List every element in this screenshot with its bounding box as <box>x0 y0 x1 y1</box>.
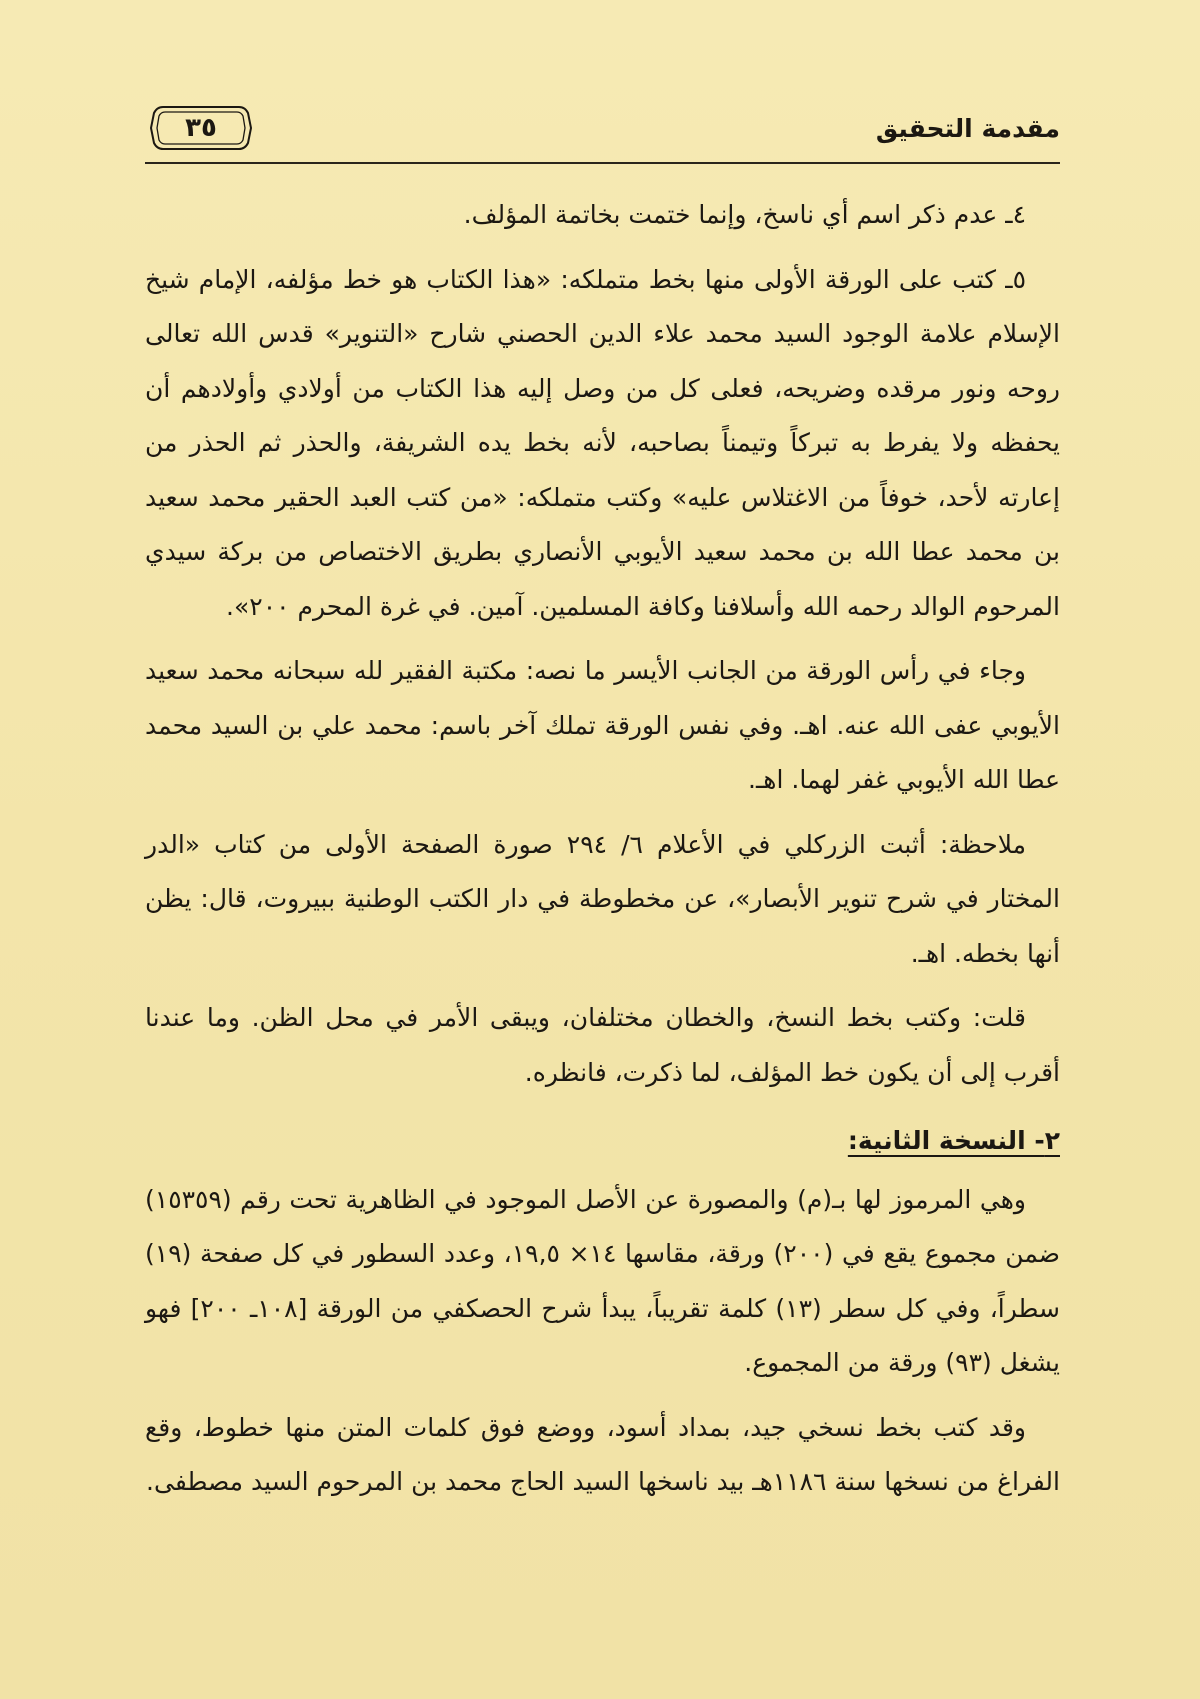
paragraph: قلت: وكتب بخط النسخ، والخطان مختلفان، ويبقى الأمر في محل الظن. وما عندنا أقرب إلى أن يكون خط المؤلف، لما ذكرت، فانظره. <box>145 1003 1060 1087</box>
page-header <box>145 100 1060 170</box>
paragraph: وقد كتب بخط نسخي جيد، بمداد أسود، ووضع فوق كلمات المتن منها خطوط، وقع الفراغ من نسخها سنة ١١٨٦هـ بيد ناسخها السيد الحاج محمد بن المرحوم السيد مصطفى. <box>145 1412 1060 1496</box>
paragraph: ٤ـ عدم ذكر اسم أي ناسخ، وإنما ختمت بخاتمة المؤلف. <box>463 200 1026 229</box>
section-heading-text: ٢- النسخة الثانية: <box>847 1126 1060 1155</box>
paragraph: ملاحظة: أثبت الزركلي في الأعلام ٦/ ٢٩٤ صورة الصفحة الأولى من كتاب «الدر المختار في شرح تنوير الأبصار»، عن مخطوطة في دار الكتب الوطنية ببيروت، قال: يظن أنها بخطه. اهـ. <box>145 829 1060 968</box>
section-heading <box>145 1114 1060 1169</box>
paragraph: وهي المرموز لها بـ(م) والمصورة عن الأصل الموجود في الظاهرية تحت رقم (١٥٣٥٩) ضمن مجموع يقع في (٢٠٠) ورقة، مقاسها ١٤× ١٩,٥، وعدد السطور في كل صفحة (١٩) سطراً، وفي كل سطر (١٣) كلمة تقريباً، يبدأ شرح الحصكفي من الورقة [١٠٨ـ ٢٠٠] فهو يشغل (٩٣) ورقة من المجموع. <box>145 1184 1061 1377</box>
header-divider <box>145 162 1060 164</box>
paragraph: وجاء في رأس الورقة من الجانب الأيسر ما نصه: مكتبة الفقير لله سبحانه محمد سعيد الأيوبي عفى الله عنه. اهـ. وفي نفس الورقة تملك آخر باسم: محمد علي بن السيد محمد عطا الله الأيوبي غفر لهما. اهـ. <box>145 656 1060 794</box>
page-number: ٣٥ <box>185 113 217 143</box>
page-body <box>145 188 1060 1520</box>
running-title: مقدمة التحقيق <box>875 114 1060 143</box>
page-number-frame <box>149 104 253 152</box>
paragraph: ٥ـ كتب على الورقة الأولى منها بخط متملكه: «هذا الكتاب هو خط مؤلفه، الإمام شيخ الإسلام علامة الوجود السيد محمد علاء الدين الحصني شارح «التنوير» قدس الله تعالى روحه ونور مرقده وضريحه، فعلى كل من وصل إليه هذا الكتاب من أولادي وأولادهم أن يحفظه ولا يفرط به تبركاً وتيمناً بصاحبه، لأنه بخط يده الشريفة، والحذر ثم الحذر من إعارته لأحد، خوفاً من الاغتلاس عليه» وكتب متملكه: «من كتب العبد الحقير محمد سعيد بن محمد عطا الله بن محمد سعيد الأيوبي الأنصاري بطريق الاختصاص من بركة سيدي المرحوم الوالد رحمه الله وأسلافنا وكافة المسلمين. آمين. في غرة المحرم ٢٠٠». <box>145 264 1060 621</box>
